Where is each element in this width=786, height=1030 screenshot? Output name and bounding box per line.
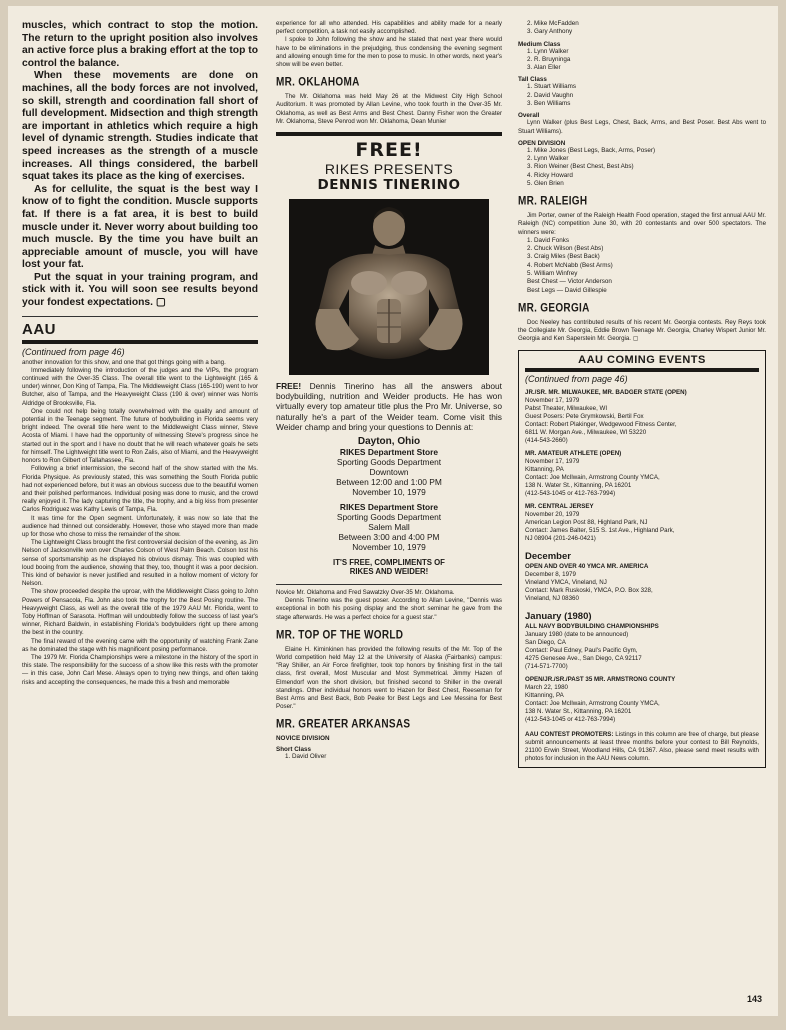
subheading: Medium Class bbox=[518, 40, 561, 48]
ad-footer-line: IT'S FREE, COMPLIMENTS OF bbox=[333, 558, 445, 568]
store-name: RIKES Department Store bbox=[339, 502, 439, 513]
paragraph: Elaine H. Kiminkinen has provided the following results of the Mr. Top of the World competition held May 12 at the University of Alaska (Fairbanks) campus: "Ray Shiller, an Air Force firefighter, took top honors by finishing first in the tall class, first overall, Most Muscular and Most Symmetrical. Jimmy Hazen of Elmendorf won the short division, but finished second to Shiller in the overall standings. Other individual honors went to Hazen for Best Chest, Reeseman for Best Arms and Best Back, Bob Peake for Best Legs and Lee Messina for Best Poser." bbox=[276, 645, 502, 711]
event-line: Contact: Joe McIlwain, Armstrong County YMCA, bbox=[525, 699, 660, 707]
magazine-page bbox=[8, 6, 778, 1016]
store-location: Salem Mall bbox=[368, 522, 410, 533]
store-dept: Sporting Goods Department bbox=[336, 512, 442, 523]
subheading: Short Class bbox=[276, 746, 311, 754]
overall-text bbox=[518, 119, 766, 135]
event-line: (412-543-1045 or 412-763-7994) bbox=[525, 715, 616, 723]
store-dept: Sporting Goods Department bbox=[336, 457, 442, 468]
list-item: 2. Chuck Wilson (Best Abs) bbox=[527, 245, 604, 253]
list-item: 4. Ricky Howard bbox=[527, 171, 573, 179]
paragraph: It was time for the Open segment. Unfortunately, it was now so late that the audience had thinned out considerably. However, those who stayed more than made up for those who chose to miss the remainder of the show. bbox=[22, 514, 258, 538]
paragraph: The final reward of the evening came with the opportunity of watching Frank Zane as he dominated the stage with his magnificent posing performance. bbox=[22, 637, 258, 653]
list-item: Best Legs — David Gillespie bbox=[527, 286, 607, 294]
coming-events-title: AAU COMING EVENTS bbox=[578, 353, 706, 366]
bodybuilder-photo bbox=[289, 199, 489, 375]
event-line: November 20, 1979 bbox=[525, 510, 580, 518]
list-item: 3. Gary Anthony bbox=[527, 28, 573, 36]
event-line: November 17, 1979 bbox=[525, 457, 580, 465]
event-entry bbox=[525, 389, 759, 445]
results-list bbox=[518, 20, 766, 37]
paragraph: The Mr. Oklahoma was held May 26 at the Midwest City High School Auditorium. It was promoted by Allan Levine, who took fourth in the Over-35 Mr. Oklahoma, as well as Best Arms and Best Chest. Danny Fisher won the Greater Mr. Oklahoma, Steve Penrod won Mr. Oklahoma, Dean Munier bbox=[276, 93, 502, 125]
continued-note: (Continued from page 46) bbox=[525, 373, 628, 384]
rikes-advertisement bbox=[276, 139, 502, 576]
list-item: 1. Stuart Williams bbox=[527, 83, 576, 91]
georgia-body bbox=[518, 319, 766, 344]
coming-events-box bbox=[518, 350, 766, 768]
event-line: NJ 08904 (201-246-0421) bbox=[525, 534, 596, 542]
ad-store-2 bbox=[276, 502, 502, 552]
event-line: 4275 Genesee Ave., San Diego, CA 92117 bbox=[525, 654, 642, 662]
store-time: Between 3:00 and 4:00 PM bbox=[338, 532, 440, 543]
note-lead: AAU CONTEST PROMOTERS: bbox=[525, 730, 614, 738]
list-item: 3. Craig Miles (Best Back) bbox=[527, 253, 600, 261]
bodybuilder-figure bbox=[289, 199, 489, 375]
event-entry bbox=[525, 623, 759, 671]
paragraph: Jim Porter, owner of the Raleigh Health Food operation, staged the first annual AAU Mr. Raleigh (NC) competition June 30, with 20 contestants and over 500 spectators. The winners were: bbox=[518, 212, 766, 236]
ad-top-rule bbox=[276, 132, 502, 136]
event-title: JR./SR. MR. MILWAUKEE, MR. BADGER STATE (OPEN) bbox=[525, 388, 687, 396]
squat-article-end bbox=[22, 20, 258, 310]
month-heading: December bbox=[525, 550, 571, 562]
list-item: 3. Alan Eller bbox=[527, 64, 561, 72]
list-item: 2. Mike McFadden bbox=[527, 20, 579, 27]
paragraph: Dennis Tinerino was the guest poser. According to Allan Levine, "Dennis was exceptional in both his posing display and the short seminar he gave from the stage afterwards. He was a perfect choice for a guest star." bbox=[276, 597, 502, 621]
event-title: OPEN/JR./SR./PAST 35 MR. ARMSTRONG COUNTY bbox=[525, 675, 676, 683]
event-entry bbox=[525, 450, 759, 498]
event-line: January 1980 (date to be announced) bbox=[525, 630, 629, 638]
event-line: Contact: Joe McIlwain, Armstrong County YMCA, bbox=[525, 473, 660, 481]
event-line: Contact: James Balter, 515 S. 1st Ave., Highland Park, bbox=[525, 526, 675, 534]
section-heading-top-of-world: MR. TOP OF THE WORLD bbox=[276, 629, 404, 642]
aau-heading: AAU bbox=[22, 320, 56, 338]
section-heading-georgia: MR. GEORGIA bbox=[518, 302, 590, 315]
aau-article-body bbox=[22, 359, 258, 687]
event-line: 6811 W. Morgan Ave., Milwaukee, WI 53220 bbox=[525, 428, 647, 436]
event-line: Guest Posers: Pete Grymkowski, Bertil Fox bbox=[525, 412, 644, 420]
ad-footer bbox=[276, 558, 502, 576]
event-title: MR. CENTRAL JERSEY bbox=[525, 502, 594, 510]
store-name: RIKES Department Store bbox=[339, 447, 439, 458]
paragraph: The 1979 Mr. Florida Championships were a milestone in the history of the sport in this state. The responsibility for the success of a show like this rests with the promoter — in this case, John Carl Mese. Always open to trying new things, and often taking risks and accepting the consequences, he made this a fresh and memorable bbox=[22, 653, 258, 686]
event-line: 138 N. Water St., Kittanning, PA 16201 bbox=[525, 481, 632, 489]
page-number: 143 bbox=[746, 994, 762, 1004]
ad-store-1 bbox=[276, 437, 502, 497]
ad-presents: RIKES PRESENTS bbox=[324, 161, 454, 178]
list-item: 5. William Winfrey bbox=[527, 270, 578, 278]
list-item: Best Chest — Victor Anderson bbox=[527, 278, 612, 286]
event-line: (414-543-2660) bbox=[525, 436, 568, 444]
event-line: Kittanning, PA bbox=[525, 691, 564, 699]
paragraph: The Lightweight Class brought the first controversial decision of the evening, as Jim Nelson of Jacksonville won over Charles Colson of West Palm Beach. Colson lost his sense of sportsmanship as he displayed his obvious dismay. This was coupled with loud booing from the audience, showing that they, too, thought it was a poor decision. This kind of behavior is never justified and resulted in a hollow moment of victory for Nelson. bbox=[22, 539, 258, 588]
paragraph: As for cellulite, the squat is the best way I know of to fight the condition. Muscle supports fat. If there is a fat area, it is best to build muscle under it. Never worry about building too much muscle. By the time you have built an appreciable amount of muscle, you will have lost your fat. bbox=[22, 183, 258, 271]
store-time: Between 12:00 and 1:00 PM bbox=[336, 477, 442, 488]
event-line: Contact: Mark Ruskoski, YMCA, P.O. Box 328, bbox=[525, 586, 653, 594]
list-item: 2. Lynn Walker bbox=[527, 155, 569, 163]
column-right bbox=[518, 20, 766, 768]
paragraph: another innovation for this show, and one that got things going with a bang. bbox=[22, 358, 226, 366]
subheading: Tall Class bbox=[518, 76, 547, 84]
store-date: November 10, 1979 bbox=[352, 542, 426, 553]
event-line: March 22, 1980 bbox=[525, 683, 568, 691]
section-heading-arkansas: MR. GREATER ARKANSAS bbox=[276, 718, 411, 732]
subheading: OPEN DIVISION bbox=[518, 139, 566, 147]
list-item: 1. Lynn Walker bbox=[527, 47, 569, 55]
event-line: American Legion Post 88, Highland Park, NJ bbox=[525, 518, 648, 526]
list-item: 5. Glen Brien bbox=[527, 179, 564, 187]
heading-rule bbox=[22, 340, 258, 344]
results-list bbox=[518, 83, 766, 108]
paragraph: Following a brief intermission, the second half of the show started with the Ms. Florida Physique. As previously stated, this was something the South Florida public had not experienced before, but it was an obvious success due to the beautiful women and their polished performances. Individual posing was done to music, and the crowd really enjoyed it. The lady capturing the title, the trophy, and a big kiss from presenter Carlos Rodriguez was Kathy Lewis of Tampa, Fla. bbox=[22, 465, 258, 514]
list-item: 3. Ben Williams bbox=[527, 100, 571, 108]
note-text: Listings in this column are free of charge, but please submit announcements at least three months before your contest to Bill Reynolds, 21100 Erwin Street, Woodland Hills, CA 91367. Also, please send meet results with photos for inclusion in the AAU News column. bbox=[525, 730, 759, 762]
list-item: 3. Rion Weiner (Best Chest, Best Abs) bbox=[527, 163, 634, 171]
ad-body bbox=[276, 381, 502, 432]
month-heading: January (1980) bbox=[525, 610, 592, 622]
heading-rule bbox=[525, 368, 759, 372]
paragraph: Novice Mr. Oklahoma and Fred Sawatzky Over-35 Mr. Oklahoma. bbox=[276, 589, 455, 597]
event-line: (714-571-7700) bbox=[525, 662, 568, 670]
event-title: OPEN AND OVER 40 YMCA MR. AMERICA bbox=[525, 562, 649, 570]
ad-bottom-rule bbox=[276, 584, 502, 585]
subheading: NOVICE DIVISION bbox=[276, 735, 330, 743]
paragraph: Doc Neeley has contributed results of his recent Mr. Georgia contests. Rey Reys took the Collegiate Mr. Georgia, Eddie Brown Teenage Mr. Georgia, Charley Wispert Junior Mr. Georgia and Ken Saperstein Mr. Georgia. ▢ bbox=[518, 318, 766, 343]
paragraph: When these movements are done on machines, all the body forces are not involved, so skill, strength and coordination fall short of full development. Midsection and thigh strength are important in athletics which require a high level of dynamic strength. Studies indicate that speed increases as the strength of a muscle increases. All things considered, the barbell squat takes its place as the king of exercises. bbox=[22, 70, 258, 183]
results-list bbox=[518, 48, 766, 73]
continued-note: (Continued from page 46) bbox=[22, 346, 125, 357]
paragraph: muscles, which contract to stop the motion. The return to the upright position also involves an active force plus a braking effort at the top to control the balance. bbox=[22, 20, 258, 69]
event-line: Vineland YMCA, Vineland, NJ bbox=[525, 578, 607, 586]
divider bbox=[22, 316, 258, 317]
event-entry bbox=[525, 676, 759, 724]
store-location: Downtown bbox=[369, 467, 409, 478]
list-item: 4. Robert McNabb (Best Arms) bbox=[527, 261, 613, 269]
oklahoma-continued bbox=[276, 589, 502, 622]
paragraph: I spoke to John following the show and he stated that next year there would have to be eliminations in the prejudging, thus condensing the evening segment and allowing enough time for the men to pose to music. In other words, next year's show will be even better. bbox=[276, 36, 502, 69]
event-line: 138 N. Water St., Kittanning, PA 16201 bbox=[525, 707, 632, 715]
ad-footer-line: RIKES AND WEIDER! bbox=[349, 567, 429, 577]
ad-lead: FREE! bbox=[276, 381, 302, 392]
list-item: 2. R. Bruyninga bbox=[527, 55, 571, 63]
paragraph: experience for all who attended. His capabilities and ability made for a nearly perfect competition, a task not easily accomplished. bbox=[276, 20, 502, 36]
column-left bbox=[22, 20, 258, 687]
list-item: 1. David Oliver bbox=[285, 753, 327, 761]
results-list bbox=[518, 147, 766, 188]
event-line: Contact: Robert Plakinger, Wedgewood Fitness Center, bbox=[525, 420, 677, 428]
paragraph: One could not help being totally overwhelmed with the quality and amount of potential in the Teenage segment. The future of bodybuilding in Florida seems very bright indeed. The overall title here went to the Middleweight Class winner, Steve Acosta of Miami. I have had the opportunity of witnessing Steve's progress since he started out in the sport and I have no doubt that he will reach whatever goals he sets for himself. The Lightweight title went to Ron Zalis, also of Miami, and the Heavyweight honors to Ron Gilbert of Tallahassee, Fla. bbox=[22, 407, 258, 465]
event-line: Contact: Paul Edney, Paul's Pacific Gym, bbox=[525, 646, 638, 654]
ad-city: Dayton, Ohio bbox=[357, 436, 421, 448]
section-heading-raleigh: MR. RALEIGH bbox=[518, 195, 588, 209]
event-line: November 17, 1979 bbox=[525, 396, 580, 404]
section-heading-oklahoma: MR. OKLAHOMA bbox=[276, 76, 360, 90]
event-line: (412-543-1045 or 412-763-7994) bbox=[525, 489, 616, 497]
event-entry bbox=[525, 503, 759, 543]
event-line: Pabst Theater, Milwaukee, WI bbox=[525, 404, 608, 412]
subheading: Overall bbox=[518, 112, 540, 120]
event-line: Kittanning, PA bbox=[525, 465, 564, 473]
list-item: 1. Mike Jones (Best Legs, Back, Arms, Poser) bbox=[527, 146, 656, 154]
top-of-world-body bbox=[276, 646, 502, 712]
results-list bbox=[276, 753, 502, 761]
store-date: November 10, 1979 bbox=[352, 487, 426, 498]
ad-body-text: Dennis Tinerino has all the answers about bodybuilding, nutrition and Weider products. He has won virtually every top amateur title plus the Pro Mr. Universe, so naturally he's a part of the Weider team. Come visit this Weider champ and bring your questions to Dennis at: bbox=[276, 381, 502, 432]
paragraph: Immediately following the introduction of the judges and the VIPs, the program continued with the Over-35 Class. The overall title went to the Lightweight (165 & under) winner, Don King of Tampa, Fla. The Middleweight Class (165-190) went to Ivor Butcher, also of Tampa, and the Heavyweight Class (190 & over) winner was Norris Aldridge of Brooksville, Fla. bbox=[22, 366, 258, 407]
raleigh-body bbox=[518, 212, 766, 237]
event-title: ALL NAVY BODYBUILDING CHAMPIONSHIPS bbox=[525, 622, 659, 630]
event-line: San Diego, CA bbox=[525, 638, 566, 646]
paragraph: Lynn Walker (plus Best Legs, Chest, Back, Arms, and Best Poser. Best Abs went to Stuart Williams). bbox=[518, 119, 766, 135]
list-item: 2. David Vaughn bbox=[527, 91, 574, 99]
promoter-note bbox=[525, 731, 759, 763]
event-line: December 8, 1979 bbox=[525, 570, 576, 578]
paragraph: The show proceeded despite the uproar, with the Middleweight Class going to John Powers of Pensacola, Fla. John also took the trophy for the Best Posing routine. The Heavyweight Class, as well as the overall title of the 1979 AAU Mr. Florida, went to Toby Hoffman of Sarasota. Hoffman will undoubtedly follow the success of last year's winner, Richard Baldwin, in establishing Florida's bodybuilders right up there among the best in the country. bbox=[22, 588, 258, 637]
event-title: MR. AMATEUR ATHLETE (OPEN) bbox=[525, 449, 622, 457]
event-line: Vineland, NJ 08360 bbox=[525, 594, 579, 602]
list-item: 1. David Fonks bbox=[527, 236, 569, 244]
column-middle bbox=[276, 20, 502, 762]
ad-name: DENNIS TINERINO bbox=[317, 177, 461, 194]
event-entry bbox=[525, 563, 759, 603]
oklahoma-body bbox=[276, 93, 502, 126]
aau-article-continued bbox=[276, 20, 502, 69]
paragraph: Put the squat in your training program, and stick with it. You will soon see results beyond your fondest expectations. ▢ bbox=[22, 271, 258, 309]
ad-free-headline: FREE! bbox=[355, 139, 423, 162]
results-list bbox=[518, 237, 766, 295]
